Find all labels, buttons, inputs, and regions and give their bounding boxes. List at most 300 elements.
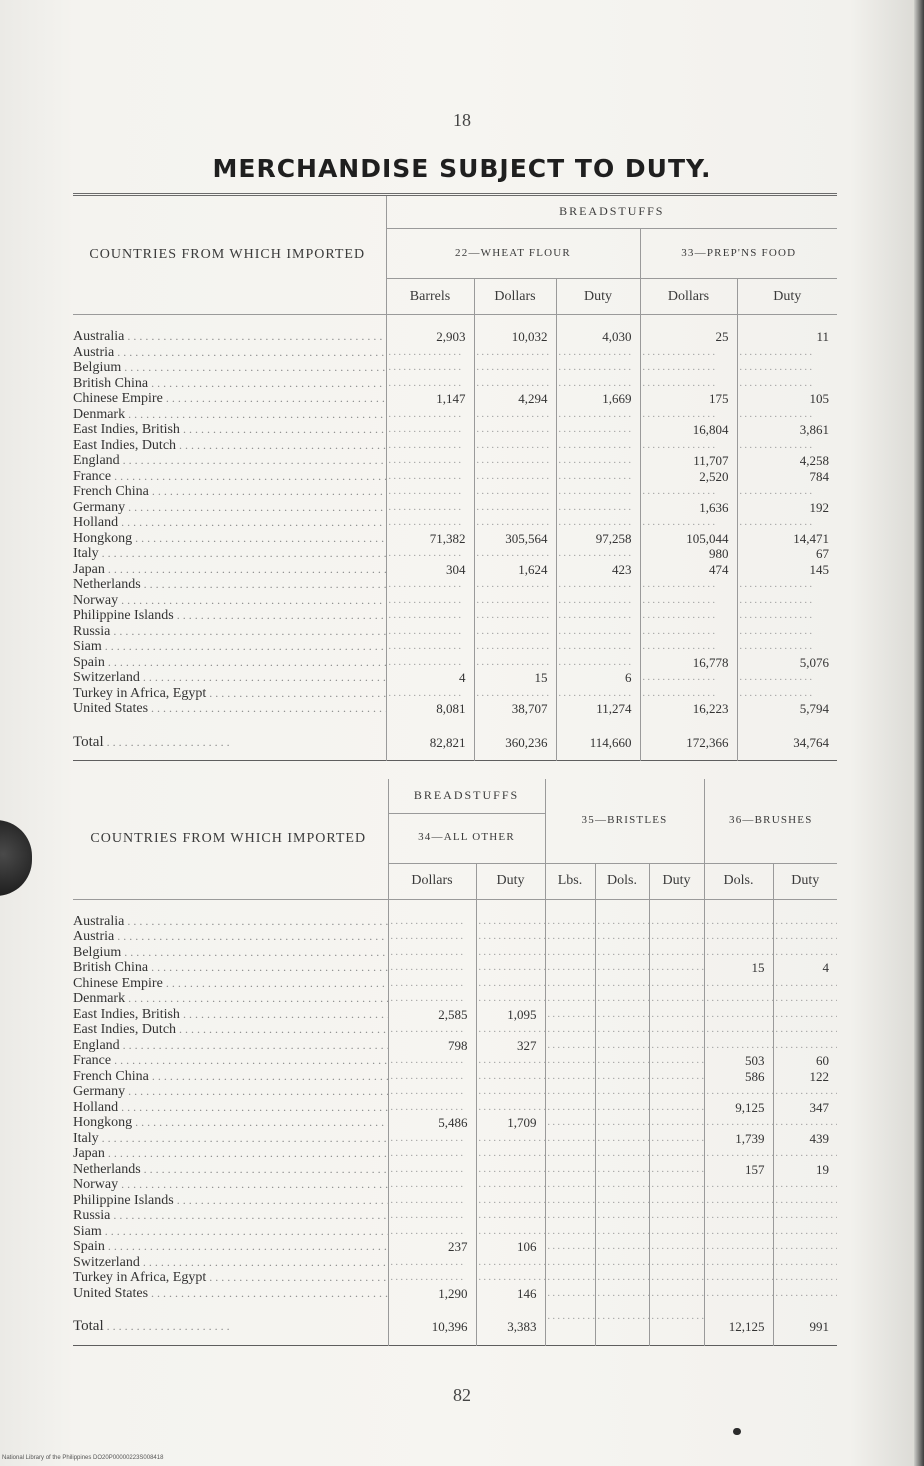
value-cell: [641, 360, 737, 376]
value-cell: [557, 639, 640, 655]
value-cell: 1,290: [438, 1285, 468, 1301]
value-cell: [738, 407, 838, 423]
total-bristles-dols: [595, 1309, 649, 1345]
value-cell: [596, 914, 649, 930]
country-name: Denmark . . .: [73, 407, 386, 423]
col-dollars: Dollars: [474, 279, 556, 315]
value-cell: [475, 469, 556, 485]
col-bristles-dols: Dols.: [595, 863, 649, 899]
value-cell: 38,707: [511, 701, 548, 716]
value-cell: [650, 976, 704, 992]
country-name: East Indies, Dutch . . .: [73, 438, 386, 454]
value-cell: [557, 686, 640, 702]
value-cell: [738, 686, 838, 702]
value-cell: [389, 1022, 476, 1038]
value-cell: [641, 515, 737, 531]
value-cell: [475, 624, 556, 640]
value-cell: [477, 1053, 545, 1069]
total-bristles-duty: [649, 1309, 704, 1345]
col-prep-duty: Duty: [737, 279, 837, 315]
country-name: Switzerland . . .: [73, 670, 386, 686]
value-cell: [650, 960, 704, 976]
value-cell: [546, 929, 595, 945]
value-cell: 157: [745, 1161, 765, 1177]
value-cell: [557, 376, 640, 392]
value-cell: 16,223: [692, 701, 729, 716]
value-cell: 4,258: [799, 453, 830, 468]
value-cell: [774, 1115, 838, 1131]
value-cell: [641, 577, 737, 593]
value-cell: [477, 991, 545, 1007]
value-cell: [475, 345, 556, 361]
ink-speck: [733, 1428, 741, 1435]
value-cell: [705, 1022, 773, 1038]
value-cell: [705, 1038, 773, 1054]
value-cell: [389, 991, 476, 1007]
value-cell: [546, 1162, 595, 1178]
value-cell: 1,095: [507, 1006, 537, 1022]
value-cell: [705, 945, 773, 961]
value-cell: [477, 914, 545, 930]
value-cell: [389, 960, 476, 976]
country-name: Netherlands . . .: [73, 577, 386, 593]
value-cell: [705, 1115, 773, 1131]
value-cell: 192: [809, 499, 830, 515]
value-cell: [774, 1007, 838, 1023]
value-cell: 798: [448, 1037, 468, 1053]
value-cell: [650, 1208, 704, 1224]
breadstuffs-table-1: [73, 193, 837, 761]
value-cell: [596, 1146, 649, 1162]
total-prep-dollars: 172,366: [640, 725, 737, 761]
value-cell: 106: [517, 1239, 537, 1254]
value-cell: [650, 1270, 704, 1286]
country-name: Russia . . .: [73, 1208, 388, 1224]
value-cell: [546, 1255, 595, 1271]
value-cell: [387, 345, 474, 361]
value-cell: [596, 1007, 649, 1023]
value-cell: 2,903: [436, 329, 466, 344]
country-name: Spain . . .: [73, 655, 386, 671]
value-cell: [546, 914, 595, 930]
value-cell: [705, 976, 773, 992]
value-cell: [546, 960, 595, 976]
value-cell: [650, 1177, 704, 1193]
value-cell: [546, 1069, 595, 1085]
value-cell: [774, 1208, 838, 1224]
value-cell: [557, 624, 640, 640]
country-list: [73, 315, 386, 725]
value-cell: [475, 422, 556, 438]
value-cell: [557, 345, 640, 361]
value-cell: 16,778: [692, 654, 729, 670]
value-cell: [774, 914, 838, 930]
value-cell: [546, 1100, 595, 1116]
value-cell: [389, 1224, 476, 1240]
value-cell: [475, 500, 556, 516]
value-cell: [387, 593, 474, 609]
country-name: Norway . . .: [73, 1177, 388, 1193]
subheader-preps-food: 33—PREP'NS FOOD: [640, 229, 837, 279]
value-cell: [387, 686, 474, 702]
value-cell: 11,707: [693, 453, 729, 468]
value-cell: [546, 1084, 595, 1100]
value-cell: [557, 655, 640, 671]
value-cell: [387, 360, 474, 376]
page-number-top: 18: [453, 110, 471, 130]
total-other-duty: 3,383: [476, 1309, 545, 1345]
value-cell: [650, 1069, 704, 1085]
value-cell: [387, 624, 474, 640]
value-cell: 980: [709, 546, 729, 561]
country-name: Turkey in Africa, Egypt . . .: [73, 1270, 388, 1286]
value-cell: [477, 945, 545, 961]
value-cell: [475, 639, 556, 655]
countries-header: COUNTRIES FROM WHICH IMPORTED: [90, 831, 367, 846]
value-cell: [738, 593, 838, 609]
value-cell: [557, 593, 640, 609]
value-cell: 19: [816, 1161, 830, 1177]
value-cell: [546, 976, 595, 992]
value-cell: 237: [448, 1239, 468, 1254]
value-cell: [477, 976, 545, 992]
value-cell: [475, 376, 556, 392]
country-name: Italy . . .: [73, 1131, 388, 1147]
value-cell: [389, 945, 476, 961]
value-cell: 11: [816, 329, 830, 344]
country-name: England . . .: [73, 1038, 388, 1054]
value-cell: [389, 1177, 476, 1193]
value-cell: 327: [517, 1037, 537, 1053]
value-cell: [774, 1177, 838, 1193]
page-edge: [914, 0, 924, 1466]
value-cell: [596, 1224, 649, 1240]
brushes-duty-column: [773, 899, 837, 1309]
value-cell: 9,125: [735, 1099, 765, 1115]
value-cell: [650, 1131, 704, 1147]
value-cell: [774, 1038, 838, 1054]
value-cell: [389, 1146, 476, 1162]
value-cell: 305,564: [505, 530, 548, 546]
col-bristles-lbs: Lbs.: [545, 863, 595, 899]
value-cell: 16,804: [692, 422, 729, 437]
value-cell: [546, 1146, 595, 1162]
value-cell: [596, 945, 649, 961]
value-cell: [738, 670, 838, 686]
value-cell: [389, 1053, 476, 1069]
value-cell: [546, 1193, 595, 1209]
value-cell: [650, 1115, 704, 1131]
value-cell: [774, 1239, 838, 1255]
value-cell: [387, 655, 474, 671]
value-cell: [389, 1255, 476, 1271]
value-cell: [387, 484, 474, 500]
value-cell: [596, 1038, 649, 1054]
value-cell: [546, 1208, 595, 1224]
country-name: Holland . . .: [73, 1100, 388, 1116]
value-cell: [546, 991, 595, 1007]
country-name: Italy . . .: [73, 546, 386, 562]
country-name: Australia . . .: [73, 914, 388, 930]
total-dollars: 360,236: [474, 725, 556, 761]
value-cell: [738, 484, 838, 500]
value-cell: [557, 577, 640, 593]
value-cell: 60: [816, 1053, 830, 1068]
value-cell: [477, 1208, 545, 1224]
value-cell: [389, 1162, 476, 1178]
prep-dollars-column: [640, 315, 737, 725]
value-cell: [546, 1115, 595, 1131]
value-cell: [705, 914, 773, 930]
country-name: Spain . . .: [73, 1239, 388, 1255]
value-cell: 4,294: [518, 391, 548, 406]
value-cell: 6: [625, 670, 632, 685]
value-cell: 15: [751, 960, 765, 975]
value-cell: [477, 1270, 545, 1286]
country-name: Belgium . . .: [73, 945, 388, 961]
value-cell: [774, 991, 838, 1007]
value-cell: [475, 593, 556, 609]
value-cell: [650, 945, 704, 961]
value-cell: [387, 407, 474, 423]
country-name: United States . . .: [73, 1286, 388, 1302]
value-cell: [738, 515, 838, 531]
value-cell: 474: [709, 561, 729, 577]
value-cell: [557, 453, 640, 469]
value-cell: [546, 945, 595, 961]
prep-duty-column: [737, 315, 837, 725]
value-cell: [650, 1022, 704, 1038]
value-cell: 15: [534, 670, 548, 685]
value-cell: [557, 422, 640, 438]
value-cell: 1,709: [507, 1115, 537, 1130]
value-cell: 105: [809, 391, 830, 406]
value-cell: 8,081: [436, 701, 466, 716]
value-cell: [477, 1162, 545, 1178]
value-cell: [650, 1224, 704, 1240]
value-cell: [546, 1239, 595, 1255]
country-name: Norway . . .: [73, 593, 386, 609]
dollars-column: [474, 315, 556, 725]
value-cell: [387, 577, 474, 593]
value-cell: [705, 1239, 773, 1255]
total-label: Total . . .: [73, 725, 386, 761]
col-bristles-duty: Duty: [649, 863, 704, 899]
value-cell: [705, 1007, 773, 1023]
value-cell: [596, 1255, 649, 1271]
value-cell: [596, 976, 649, 992]
value-cell: [557, 438, 640, 454]
value-cell: 5,076: [799, 654, 830, 670]
value-cell: [477, 1255, 545, 1271]
value-cell: 1,739: [735, 1130, 765, 1146]
subheader-brushes: 36—BRUSHES: [704, 779, 837, 863]
country-name: Philippine Islands . . .: [73, 1193, 388, 1209]
total-prep-duty: 34,764: [737, 725, 837, 761]
country-name: Japan . . .: [73, 562, 386, 578]
country-name: Austria . . .: [73, 929, 388, 945]
value-cell: [477, 1084, 545, 1100]
value-cell: [596, 929, 649, 945]
country-name: Chinese Empire . . .: [73, 391, 386, 407]
value-cell: [705, 1084, 773, 1100]
country-name: Holland . . .: [73, 515, 386, 531]
page-number-bottom: 82: [453, 1385, 471, 1405]
value-cell: [650, 1146, 704, 1162]
value-cell: [596, 1022, 649, 1038]
subheader-bristles: 35—BRISTLES: [545, 779, 704, 863]
total-brushes-dols: 12,125: [704, 1309, 773, 1345]
breadstuffs-table-2: [73, 779, 837, 1346]
country-name: Australia . . .: [73, 329, 386, 345]
value-cell: [641, 438, 737, 454]
country-name: Hongkong . . .: [73, 531, 386, 547]
country-name: Chinese Empire . . .: [73, 976, 388, 992]
country-name: Austria . . .: [73, 345, 386, 361]
col-barrels: Barrels: [386, 279, 474, 315]
value-cell: [557, 469, 640, 485]
value-cell: [475, 453, 556, 469]
value-cell: [387, 515, 474, 531]
value-cell: 145: [809, 561, 830, 577]
value-cell: [650, 1255, 704, 1271]
value-cell: [387, 608, 474, 624]
value-cell: [389, 1100, 476, 1116]
country-name: France . . .: [73, 469, 386, 485]
country-name: United States . . .: [73, 701, 386, 717]
value-cell: 71,382: [429, 530, 466, 546]
value-cell: 146: [517, 1285, 537, 1301]
value-cell: [705, 1146, 773, 1162]
value-cell: [596, 1270, 649, 1286]
page-title: MERCHANDISE SUBJECT TO DUTY.: [212, 154, 712, 183]
value-cell: [387, 376, 474, 392]
total-bristles-lbs: [545, 1309, 595, 1345]
value-cell: [774, 945, 838, 961]
value-cell: 1,636: [699, 499, 729, 515]
value-cell: [389, 1084, 476, 1100]
value-cell: [546, 1177, 595, 1193]
value-cell: [641, 670, 737, 686]
value-cell: [477, 1131, 545, 1147]
value-cell: 304: [446, 561, 466, 577]
value-cell: [389, 914, 476, 930]
col-brushes-dols: Dols.: [704, 863, 773, 899]
value-cell: 175: [709, 391, 729, 406]
value-cell: [738, 376, 838, 392]
value-cell: [738, 608, 838, 624]
value-cell: 586: [745, 1068, 765, 1084]
col-prep-dollars: Dollars: [640, 279, 737, 315]
value-cell: [387, 438, 474, 454]
duty-column: [556, 315, 640, 725]
value-cell: [641, 376, 737, 392]
bristles-duty-column: [649, 899, 704, 1309]
country-name: British China . . .: [73, 376, 386, 392]
value-cell: [774, 1084, 838, 1100]
value-cell: 2,520: [699, 468, 729, 484]
value-cell: 10,032: [511, 329, 548, 344]
value-cell: [475, 438, 556, 454]
value-cell: [387, 453, 474, 469]
value-cell: [557, 608, 640, 624]
country-name: East Indies, British . . .: [73, 422, 386, 438]
country-name: Switzerland . . .: [73, 1255, 388, 1271]
value-cell: 1,669: [602, 391, 632, 406]
subheader-wheat-flour: 22—WHEAT FLOUR: [386, 229, 640, 279]
value-cell: [477, 1193, 545, 1209]
value-cell: [774, 1224, 838, 1240]
value-cell: [641, 484, 737, 500]
value-cell: [387, 422, 474, 438]
value-cell: [641, 608, 737, 624]
value-cell: [389, 1193, 476, 1209]
value-cell: [546, 1007, 595, 1023]
value-cell: [596, 1084, 649, 1100]
value-cell: 423: [612, 561, 632, 577]
value-cell: [738, 438, 838, 454]
total-duty: 114,660: [556, 725, 640, 761]
value-cell: [641, 639, 737, 655]
value-cell: 1,147: [436, 391, 466, 406]
country-name: England . . .: [73, 453, 386, 469]
value-cell: [596, 1100, 649, 1116]
barrels-column: [386, 315, 474, 725]
value-cell: [387, 469, 474, 485]
value-cell: [546, 1053, 595, 1069]
value-cell: [477, 1100, 545, 1116]
value-cell: [477, 929, 545, 945]
col-duty: Duty: [556, 279, 640, 315]
value-cell: [596, 960, 649, 976]
country-name: France . . .: [73, 1053, 388, 1069]
value-cell: [650, 929, 704, 945]
value-cell: [641, 686, 737, 702]
value-cell: [389, 1069, 476, 1085]
value-cell: [387, 500, 474, 516]
total-label: Total . . .: [73, 1309, 388, 1345]
value-cell: [705, 991, 773, 1007]
value-cell: [596, 991, 649, 1007]
value-cell: [650, 991, 704, 1007]
value-cell: [557, 515, 640, 531]
value-cell: [475, 407, 556, 423]
value-cell: 439: [809, 1130, 830, 1146]
value-cell: [477, 1146, 545, 1162]
value-cell: [475, 608, 556, 624]
country-name: Siam . . .: [73, 1224, 388, 1240]
value-cell: [596, 1131, 649, 1147]
value-cell: [546, 1270, 595, 1286]
value-cell: [774, 976, 838, 992]
value-cell: [477, 1224, 545, 1240]
value-cell: [596, 1053, 649, 1069]
value-cell: 67: [816, 546, 830, 561]
value-cell: [774, 1255, 838, 1271]
value-cell: [650, 1100, 704, 1116]
value-cell: [650, 1162, 704, 1178]
value-cell: [774, 1286, 838, 1302]
total-other-dollars: 10,396: [388, 1309, 476, 1345]
value-cell: [596, 1069, 649, 1085]
value-cell: [774, 1146, 838, 1162]
country-name: Germany . . .: [73, 500, 386, 516]
library-footer-note: National Library of the Philippines DO20P00000223S008418: [2, 1455, 164, 1461]
subheader-all-other: 34—ALL OTHER: [388, 813, 545, 863]
value-cell: [546, 1224, 595, 1240]
col-other-dollars: Dollars: [388, 863, 476, 899]
value-cell: 122: [809, 1068, 830, 1084]
